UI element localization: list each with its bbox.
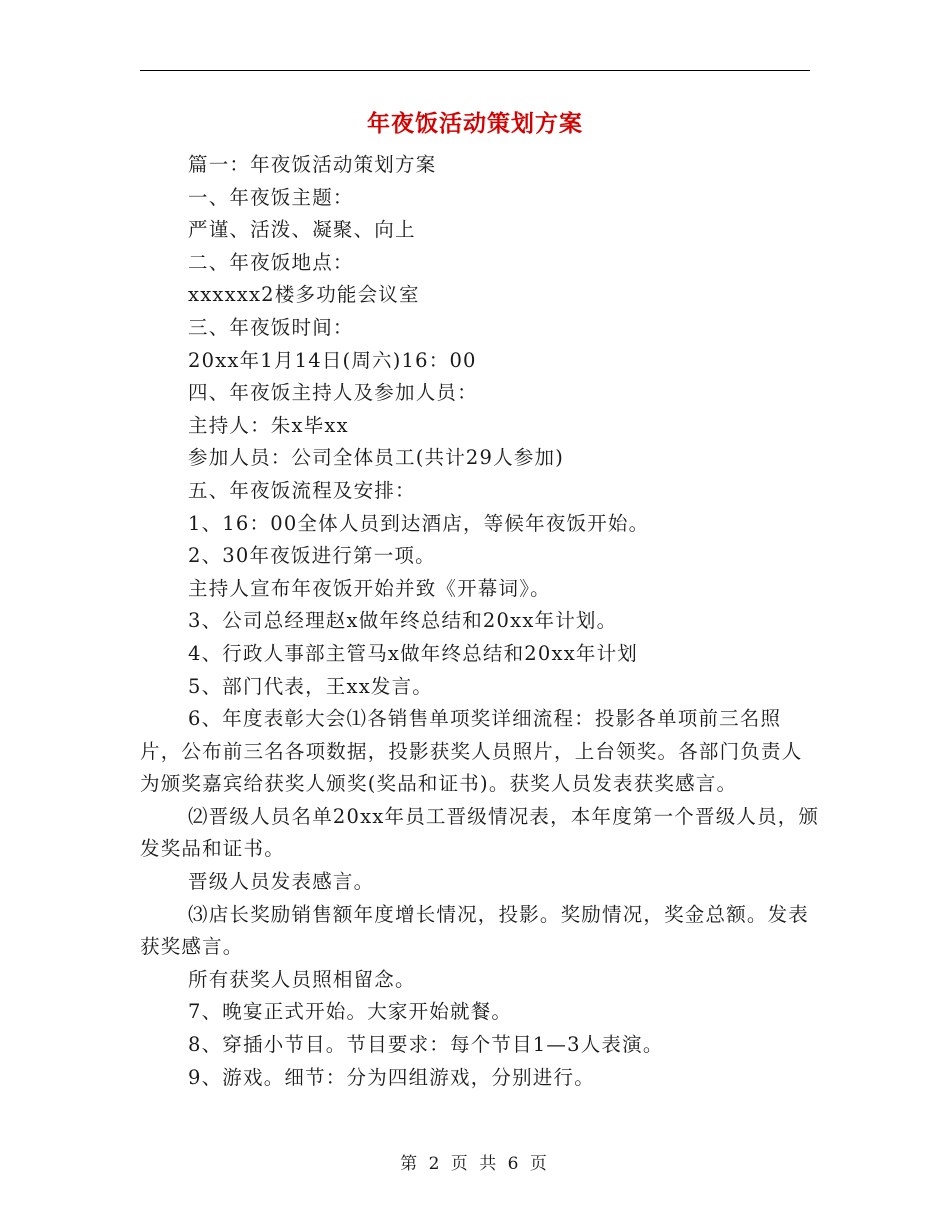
header-rule [140,70,810,71]
list-item: 7、晚宴正式开始。大家开始就餐。 [188,1000,513,1024]
section-heading: 五、年夜饭流程及安排： [188,478,416,502]
paragraph: xxxxxx2楼多功能会议室 [188,283,420,307]
list-item: 8、穿插小节目。节目要求：每个节目1—3人表演。 [188,1033,664,1057]
paragraph: ⑵晋级人员名单20xx年员工晋级情况表，本年度第一个晋级人员，颁发奖品和证书。 [140,804,820,861]
paragraph: 严谨、活泼、凝聚、向上 [188,218,416,242]
list-item: 3、公司总经理赵x做年终总结和20xx年计划。 [188,609,618,633]
list-item: 4、行政人事部主管马x做年终总结和20xx年计划 [188,641,639,665]
paragraph: 20xx年1月14日(周六)16：00 [188,348,477,372]
document-title: 年夜饭活动策划方案 [367,110,583,137]
paragraph: 篇一：年夜饭活动策划方案 [188,153,437,176]
section-heading: 一、年夜饭主题： [188,185,354,209]
list-item: 6、年度表彰大会⑴各销售单项奖详细流程：投影各单项前三名照片，公布前三名各项数据，投影获奖人员照片，上台领奖。各部门负责人为颁奖嘉宾给获奖人颁奖(奖品和证书)。获奖人员发表获奖感言。 [140,707,803,796]
list-item: 2、30年夜饭进行第一项。 [188,544,436,568]
paragraph: 主持人：朱x毕xx [188,413,349,437]
list-item: 5、部门代表，王xx发言。 [188,674,434,698]
page-number: 第 2 页 共 6 页 [400,1154,550,1174]
section-heading: 三、年夜饭时间： [188,315,354,339]
paragraph: 晋级人员发表感言。 [188,870,375,894]
paragraph: 参加人员：公司全体员工(共计29人参加) [188,446,565,470]
list-item: 1、16：00全体人员到达酒店，等候年夜饭开始。 [188,511,650,535]
section-heading: 二、年夜饭地点： [188,250,354,274]
document-body [140,149,820,1094]
paragraph: 所有获奖人员照相留念。 [188,967,416,991]
paragraph: ⑶店长奖励销售额年度增长情况，投影。奖励情况，奖金总额。发表获奖感言。 [140,902,810,959]
paragraph: 主持人宣布年夜饭开始并致《开幕词》。 [188,576,551,600]
section-heading: 四、年夜饭主持人及参加人员： [188,381,478,405]
list-item: 9、游戏。细节：分为四组游戏，分别进行。 [188,1065,595,1089]
